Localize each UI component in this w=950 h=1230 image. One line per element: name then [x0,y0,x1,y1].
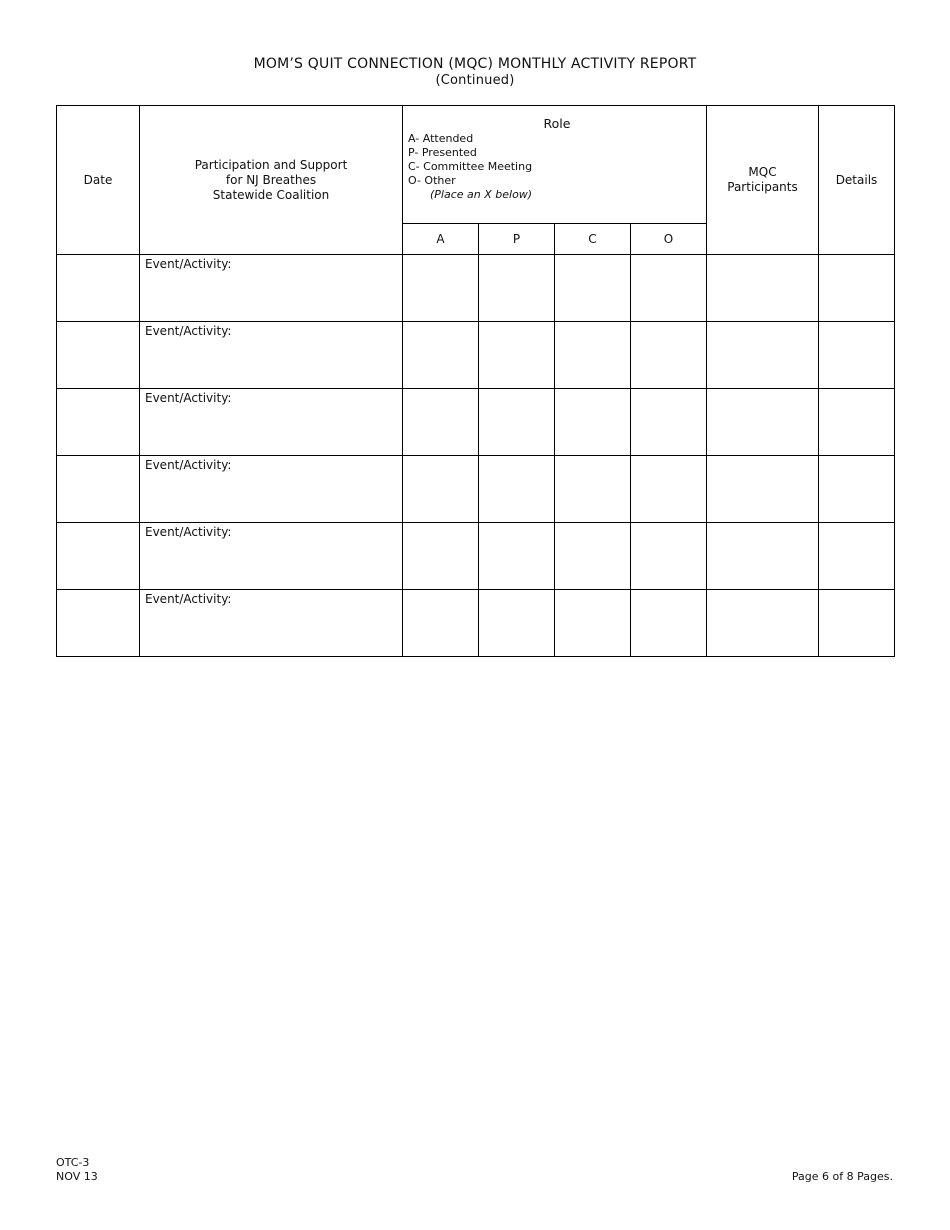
event-activity-label: Event/Activity: [145,592,232,606]
role-instruction: (Place an X below) [430,188,533,201]
report-subtitle: (Continued) [435,73,515,88]
header-mqc-participants [707,106,819,255]
event-activity-label: Event/Activity: [145,257,232,271]
table-row [57,322,895,389]
table-row [57,389,895,456]
mqc-participants-cell[interactable] [707,456,819,523]
report-title: MOM’S QUIT CONNECTION (MQC) MONTHLY ACTIVITY REPORT [253,56,697,72]
table-row [57,590,895,657]
details-cell[interactable] [819,590,895,657]
header-date: Date [57,106,140,255]
role-title: Role [543,116,571,131]
role-a-cell[interactable] [403,322,479,389]
details-cell[interactable] [819,523,895,590]
event-cell[interactable] [140,389,403,456]
date-cell[interactable] [57,322,140,389]
role-legend-item: O- Other [408,174,456,187]
role-c-cell[interactable] [555,389,631,456]
date-cell[interactable] [57,523,140,590]
mqc-participants-cell[interactable] [707,523,819,590]
mqc-participants-cell[interactable] [707,590,819,657]
role-code-c: C [555,224,631,255]
role-c-cell[interactable] [555,255,631,322]
role-code-o: O [631,224,707,255]
role-o-cell[interactable] [631,590,707,657]
role-p-cell[interactable] [479,322,555,389]
header-mqc-line: MQC [748,165,777,179]
role-a-cell[interactable] [403,523,479,590]
header-participation [140,106,403,255]
form-info [56,1156,98,1184]
details-cell[interactable] [819,322,895,389]
mqc-participants-cell[interactable] [707,389,819,456]
date-cell[interactable] [57,255,140,322]
event-cell[interactable] [140,255,403,322]
role-a-cell[interactable] [403,456,479,523]
role-c-cell[interactable] [555,523,631,590]
role-code-a: A [403,224,479,255]
date-cell[interactable] [57,456,140,523]
event-cell[interactable] [140,590,403,657]
role-legend-item: A- Attended [408,132,474,145]
role-o-cell[interactable] [631,523,707,590]
header-participation-line: for NJ Breathes [225,172,317,187]
role-c-cell[interactable] [555,322,631,389]
table-row [57,255,895,322]
event-activity-label: Event/Activity: [145,525,232,539]
role-c-cell[interactable] [555,590,631,657]
event-cell[interactable] [140,523,403,590]
role-legend-item: C- Committee Meeting [408,160,533,173]
activity-table [56,105,895,657]
role-legend-item: P- Presented [408,146,477,159]
header-participation-line: Statewide Coalition [212,187,330,202]
role-a-cell[interactable] [403,255,479,322]
role-o-cell[interactable] [631,389,707,456]
header-participation-line: Participation and Support [194,157,348,172]
role-o-cell[interactable] [631,255,707,322]
mqc-participants-cell[interactable] [707,322,819,389]
header-row [57,106,895,224]
role-code-p: P [479,224,555,255]
role-p-cell[interactable] [479,389,555,456]
form-date: NOV 13 [56,1170,98,1183]
header-details: Details [819,106,895,255]
event-cell[interactable] [140,322,403,389]
role-a-cell[interactable] [403,389,479,456]
role-p-cell[interactable] [479,590,555,657]
details-cell[interactable] [819,255,895,322]
form-id: OTC-3 [56,1156,90,1169]
event-activity-label: Event/Activity: [145,458,232,472]
role-o-cell[interactable] [631,322,707,389]
table-row [57,456,895,523]
details-cell[interactable] [819,456,895,523]
header-mqc-line: Participants [727,180,798,194]
event-activity-label: Event/Activity: [145,391,232,405]
date-cell[interactable] [57,389,140,456]
page-number: Page 6 of 8 Pages. [791,1170,893,1183]
role-p-cell[interactable] [479,255,555,322]
role-c-cell[interactable] [555,456,631,523]
role-p-cell[interactable] [479,456,555,523]
event-cell[interactable] [140,456,403,523]
mqc-participants-cell[interactable] [707,255,819,322]
role-o-cell[interactable] [631,456,707,523]
details-cell[interactable] [819,389,895,456]
date-cell[interactable] [57,590,140,657]
header-role [403,106,707,224]
role-p-cell[interactable] [479,523,555,590]
event-activity-label: Event/Activity: [145,324,232,338]
role-a-cell[interactable] [403,590,479,657]
table-row [57,523,895,590]
